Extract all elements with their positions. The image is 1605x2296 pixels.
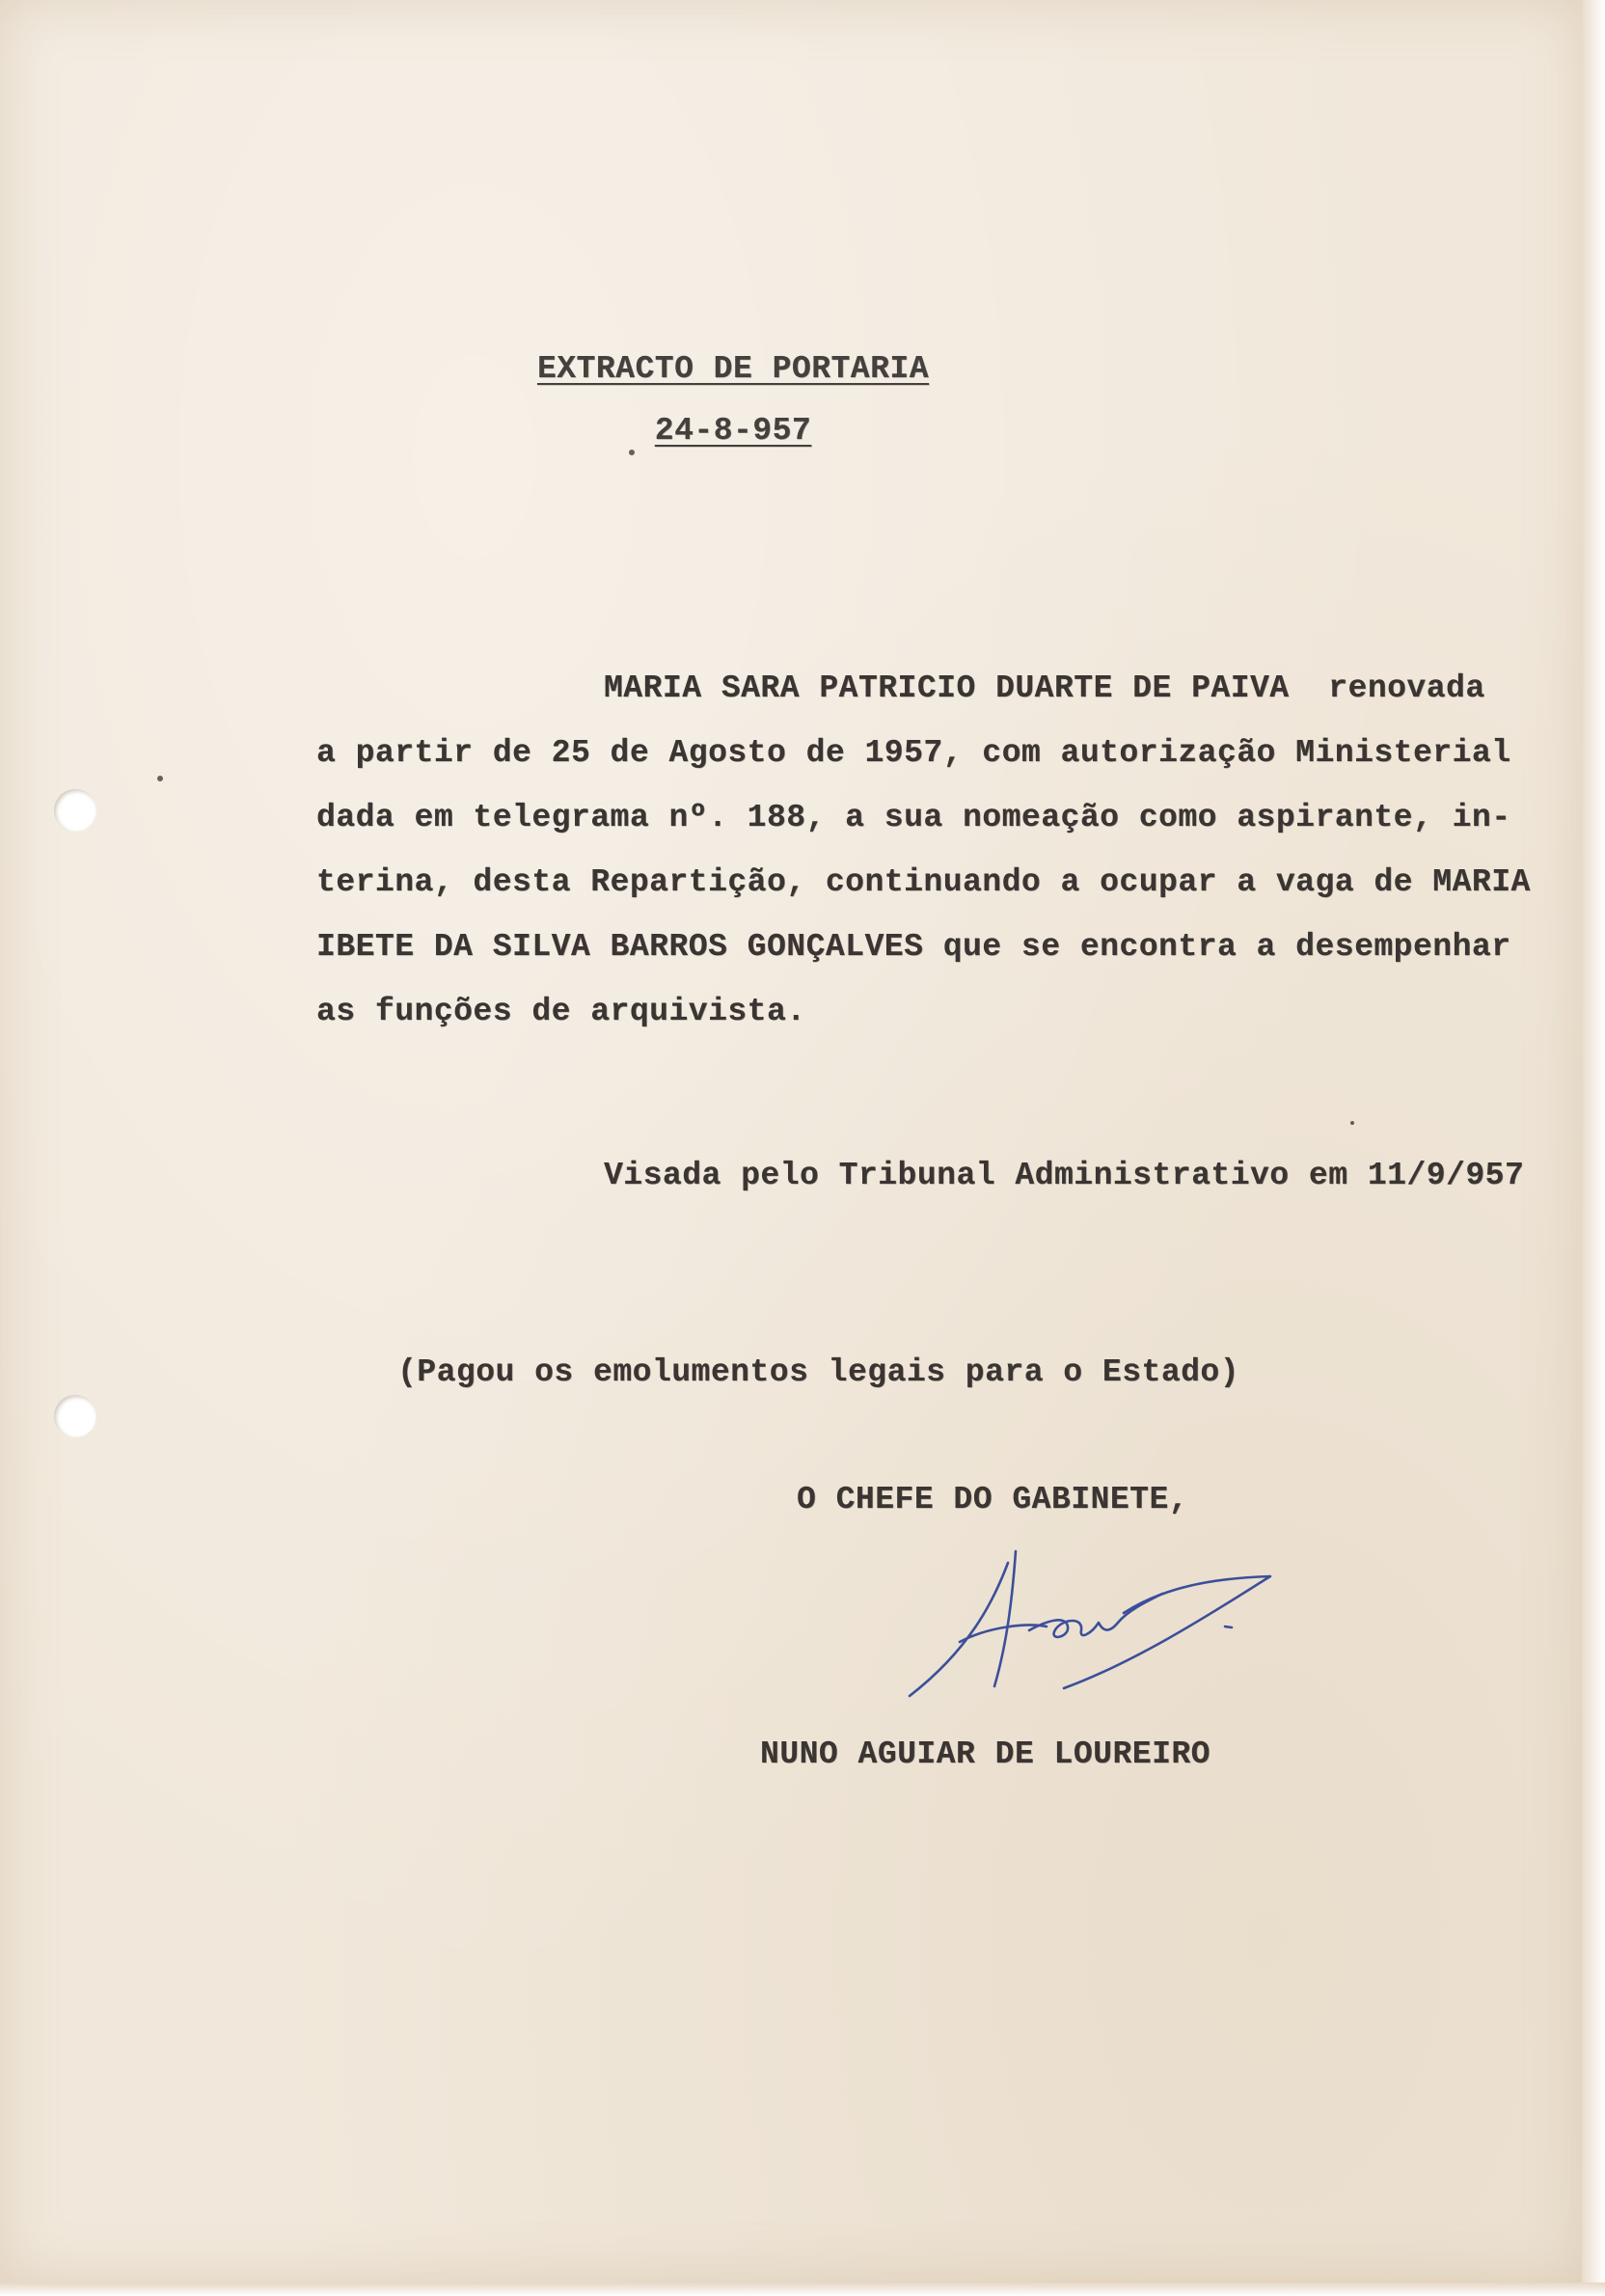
ink-speck [157, 776, 163, 781]
signatory-name: NUNO AGUIAR DE LOUREIRO [760, 1736, 1211, 1772]
punch-hole [54, 1395, 96, 1437]
document-title: EXTRACTO DE PORTARIA [536, 351, 930, 387]
page-edge [1582, 0, 1605, 2296]
body-line: IBETE DA SILVA BARROS GONÇALVES que se encontra a desempenhar [316, 929, 1511, 965]
body-line: MARIA SARA PATRICIO DUARTE DE PAIVA renovada [604, 670, 1485, 706]
ink-speck [629, 450, 635, 455]
signatory-title: O CHEFE DO GABINETE, [797, 1482, 1189, 1517]
body-line: as funções de arquivista. [316, 994, 806, 1029]
page-edge [0, 2282, 1605, 2296]
visa-note: Visada pelo Tribunal Administrativo em 11/9/957 [604, 1158, 1525, 1193]
punch-hole [54, 789, 96, 832]
body-line: a partir de 25 de Agosto de 1957, com autorização Ministerial [316, 735, 1511, 771]
body-line: terina, desta Repartição, continuando a ocupar a vaga de MARIA [316, 864, 1531, 900]
body-line: dada em telegrama nº. 188, a sua nomeação como aspirante, in- [316, 800, 1511, 835]
ink-speck [1350, 1121, 1354, 1125]
document-date: 24-8-957 [654, 413, 812, 449]
fees-note: (Pagou os emolumentos legais para o Estado) [397, 1354, 1240, 1390]
handwritten-signature [902, 1534, 1288, 1708]
